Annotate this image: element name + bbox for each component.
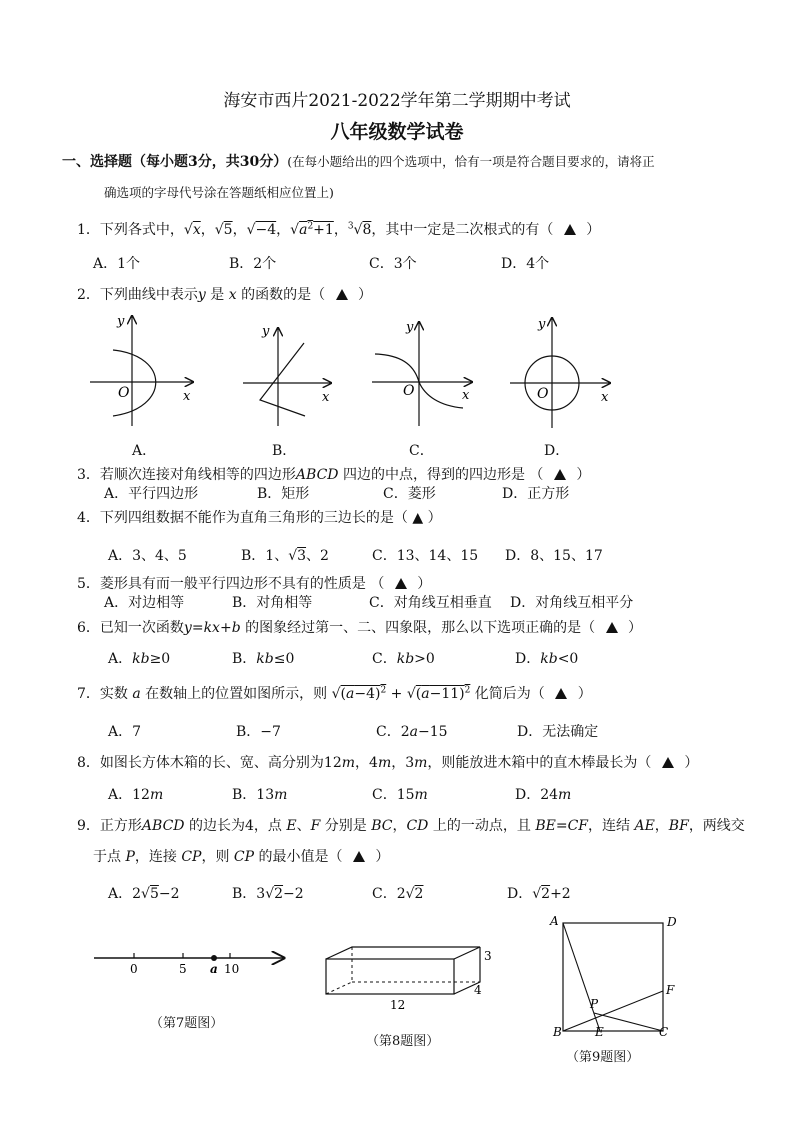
q2-option-c: C． [409, 443, 434, 459]
q5-option-b: B．对角相等 [232, 595, 313, 611]
tick-0: 0 [130, 962, 138, 976]
q6-option-c: C．kb>0 [372, 651, 435, 667]
question-9-stem-line2: 于点 P，连接 CP，则 CP 的最小值是（ ） [93, 849, 390, 865]
exam-subtitle: 八年级数学试卷 [330, 121, 464, 143]
box-width-label: 4 [474, 983, 482, 997]
q2-option-d: D． [544, 443, 570, 459]
answer-placeholder-icon [336, 289, 348, 300]
question-8-stem: 8．如图长方体木箱的长、宽、高分别为12m，4m，3m，则能放进木箱中的直木棒最长为（ ） [77, 755, 699, 771]
q2-option-a: A． [132, 443, 157, 459]
answer-placeholder-icon [353, 851, 365, 862]
q1-option-c: C．3个 [369, 256, 417, 272]
box-length-label: 12 [390, 998, 406, 1012]
graph-d [510, 317, 610, 428]
svg-text:y: y [538, 317, 546, 332]
question-3-stem: 3．若顺次连接对角线相等的四边形ABCD 四边的中点，得到的四边形是 （ ） [77, 467, 591, 483]
svg-text:y: y [406, 320, 414, 335]
svg-text:x: x [601, 390, 609, 405]
q7-option-b: B．−7 [236, 724, 281, 740]
q7-option-a: A．7 [108, 724, 142, 740]
question-2-stem: 2．下列曲线中表示y 是 x 的函数的是（ ） [77, 287, 373, 303]
q2-option-b: B． [272, 443, 297, 459]
point-c-label: C [659, 1025, 669, 1039]
q9-figure-caption: （第9题图） [566, 1050, 640, 1065]
q5-option-a: A．对边相等 [104, 595, 185, 611]
q6-option-d: D．kb<0 [515, 651, 579, 667]
q3-option-c: C．菱形 [383, 486, 436, 502]
answer-placeholder-icon [662, 757, 674, 768]
section-instruction-part2: 确选项的字母代号涂在答题纸相应位置上) [104, 185, 334, 200]
section-heading-line [62, 151, 655, 171]
svg-text:O: O [403, 383, 415, 399]
question-1-stem: 1．下列各式中，√x，√5，√−4，$√a^2+1$，$^3$√8，其中一定是二次根式的有（ ） [77, 221, 601, 238]
point-d-label: D [667, 915, 677, 929]
q3-option-b: B．矩形 [257, 486, 310, 502]
q8-option-d: D．24m [515, 787, 572, 803]
q4-option-b: B．1、√3、2 [241, 548, 329, 564]
answer-placeholder-icon [606, 622, 618, 633]
svg-text:x: x [322, 390, 330, 405]
q7-figure-caption: （第7题图） [150, 1016, 224, 1031]
q5-option-c: C．对角线互相垂直 [369, 595, 492, 611]
tick-5: 5 [179, 962, 187, 976]
question-5-stem: 5．菱形具有而一般平行四边形不具有的性质是 （ ） [77, 576, 432, 592]
question-9-stem-line1: 9．正方形ABCD 的边长为4，点 E、F 分别是 BC，CD 上的一动点，且 BE=CF，连结 AE，BF，两线交 [77, 818, 745, 834]
point-a-label: A [550, 914, 559, 928]
section-instruction-part1: (在每小题给出的四个选项中，恰有一项是符合题目要求的，请将正 [287, 154, 655, 169]
answer-placeholder-icon [554, 469, 566, 480]
q7-option-d: D．无法确定 [517, 724, 599, 740]
q6-option-a: A．kb≥0 [108, 651, 171, 667]
q3-option-a: A．平行四边形 [104, 486, 199, 502]
q8-option-a: A．12m [108, 787, 164, 803]
point-p-label: P [590, 997, 599, 1011]
graph-c [372, 320, 472, 426]
svg-text:O: O [537, 386, 549, 402]
graph-b [243, 324, 331, 426]
q1-option-d: D．4个 [501, 256, 550, 272]
q5-option-d: D．对角线互相平分 [510, 595, 634, 611]
tick-10: 10 [224, 962, 240, 976]
question-7-stem: 7．实数 a 在数轴上的位置如图所示，则 $√(a-4)^2 + √(a-11)^2$ 化简后为（ ） [77, 685, 592, 702]
q8-option-b: B．13m [232, 787, 288, 803]
point-b-label: B [553, 1025, 562, 1039]
svg-text:y: y [117, 314, 125, 329]
tick-a: a [210, 962, 218, 976]
answer-placeholder-icon [395, 578, 407, 589]
q4-option-d: D．8、15、17 [505, 548, 603, 564]
question-4-stem: 4．下列四组数据不能作为直角三角形的三边长的是（ ▲ ） [77, 510, 442, 526]
q2-graphs [80, 308, 640, 438]
svg-text:O: O [118, 385, 130, 401]
q6-option-b: B．kb≤0 [232, 651, 295, 667]
q8-figure-caption: （第8题图） [366, 1034, 440, 1049]
answer-placeholder-icon [555, 688, 567, 699]
q9-option-c: C．2√2 [372, 886, 424, 902]
q9-option-b: B．3√2−2 [232, 886, 304, 902]
q4-option-a: A．3、4、5 [108, 548, 187, 564]
point-f-label: F [666, 983, 675, 997]
answer-placeholder-icon [564, 224, 576, 235]
box-height-label: 3 [484, 949, 492, 963]
graph-a [90, 314, 193, 426]
q9-option-d: D．√2+2 [507, 886, 571, 902]
q9-square-figure [540, 912, 690, 1042]
svg-text:y: y [262, 324, 270, 339]
q9-option-a: A．2√5−2 [108, 886, 180, 902]
question-6-stem: 6．已知一次函数y=kx+b 的图象经过第一、二、四象限，那么以下选项正确的是（ ） [77, 620, 643, 636]
q4-option-c: C．13、14、15 [372, 548, 479, 564]
svg-text:x: x [183, 389, 191, 404]
q7-number-line [90, 945, 290, 985]
exam-title: 海安市西片2021-2022学年第二学期期中考试 [223, 91, 571, 111]
q1-option-b: B．2个 [229, 256, 277, 272]
section-heading: 一、选择题（每小题3分，共30分） [62, 154, 288, 170]
point-e-label: E [595, 1025, 604, 1039]
q1-option-a: A．1个 [93, 256, 141, 272]
q3-option-d: D．正方形 [502, 486, 570, 502]
q8-box-figure [322, 944, 497, 1014]
q7-option-c: C．2a−15 [376, 724, 448, 740]
svg-text:x: x [462, 388, 470, 403]
q8-option-c: C．15m [372, 787, 428, 803]
